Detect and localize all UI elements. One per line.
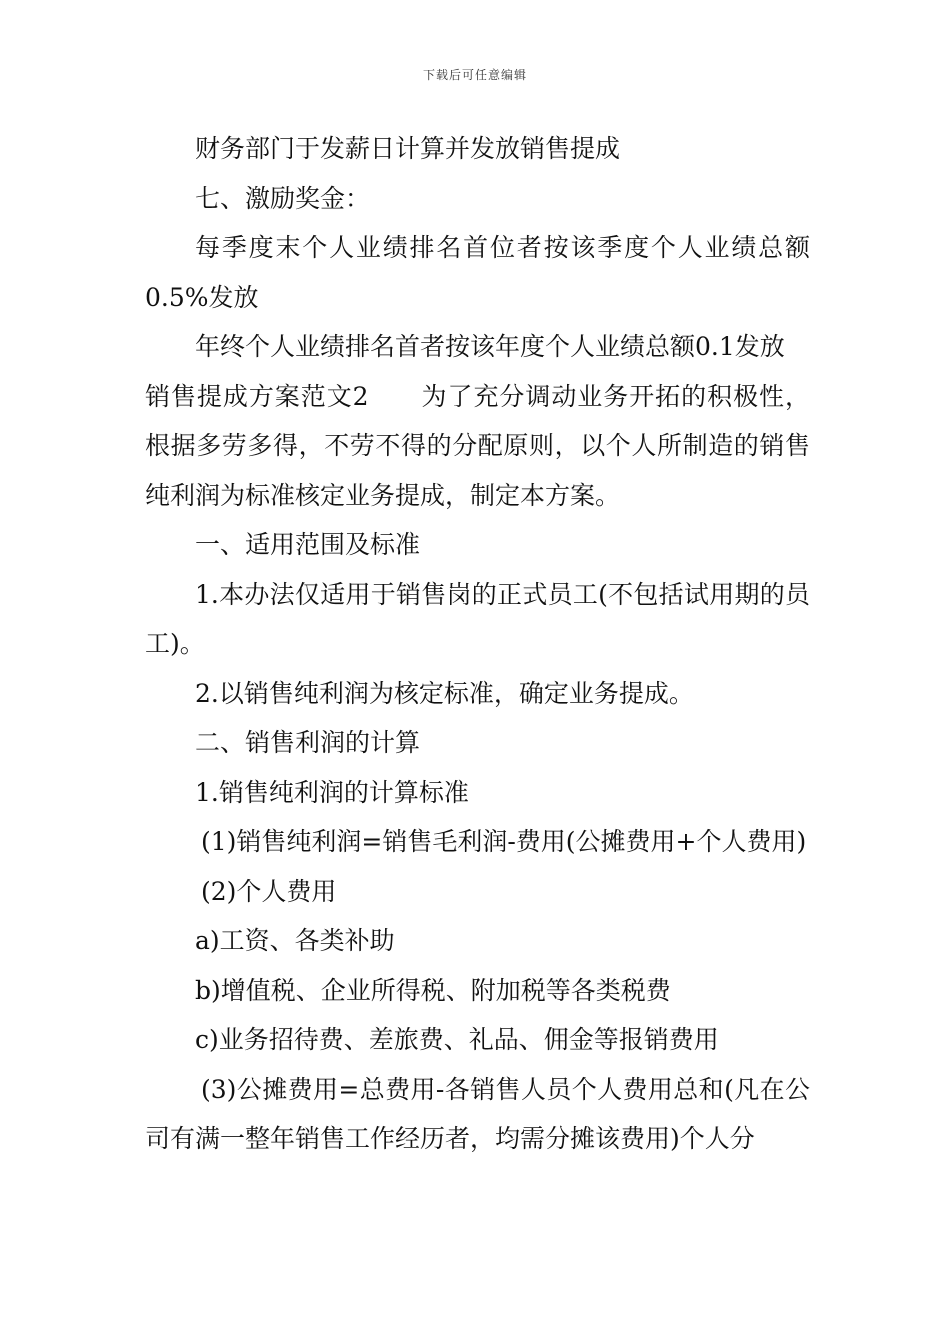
paragraph-annual-bonus: 年终个人业绩排名首者按该年度个人业绩总额0.1发放 [195, 332, 785, 361]
section-heading-incentive-bonus: 七、激励奖金： [195, 183, 371, 213]
paragraph-quarterly-bonus: 每季度末个人业绩排名首位者按该季度个人业绩总额0.5%发放 [145, 233, 810, 312]
paragraph-personal-costs: (2)个人费用 [201, 876, 337, 906]
paragraph-calc-standard: 1.销售纯利润的计算标准 [195, 777, 469, 807]
paragraph-scope-item-2: 2.以销售纯利润为核定标准，确定业务提成。 [195, 678, 694, 708]
page-header-note: 下载后可任意编辑 [422, 68, 527, 82]
sample-two-intro: 为了充分调动业务开拓的积极性，根据多劳多得，不劳不得的分配原则，以个人所制造的销售纯利润为标准核定业务提成，制定本方案。 [145, 381, 810, 510]
paragraph-net-profit-formula: (1)销售纯利润=销售毛利润-费用(公摊费用+个人费用) [201, 827, 807, 856]
paragraph-payday: 财务部门于发薪日计算并发放销售提成 [195, 134, 621, 163]
list-item-wages: a)工资、各类补助 [195, 926, 395, 955]
sample-two-title: 销售提成方案范文2 [145, 381, 369, 411]
paragraph-sample-two [145, 372, 810, 521]
document-body [145, 124, 810, 1164]
section-heading-profit-calculation: 二、销售利润的计算 [195, 728, 421, 757]
list-item-reimbursements: c)业务招待费、差旅费、礼品、佣金等报销费用 [195, 1025, 719, 1054]
list-item-taxes: b)增值税、企业所得税、附加税等各类税费 [195, 975, 671, 1005]
paragraph-shared-costs-formula: (3)公摊费用=总费用-各销售人员个人费用总和(凡在公司有满一整年销售工作经历者，均需分摊该费用)个人分 [145, 1074, 810, 1153]
paragraph-scope-item-1: 1.本办法仅适用于销售岗的正式员工(不包括试用期的员工)。 [145, 579, 810, 658]
section-heading-scope: 一、适用范围及标准 [195, 530, 421, 559]
